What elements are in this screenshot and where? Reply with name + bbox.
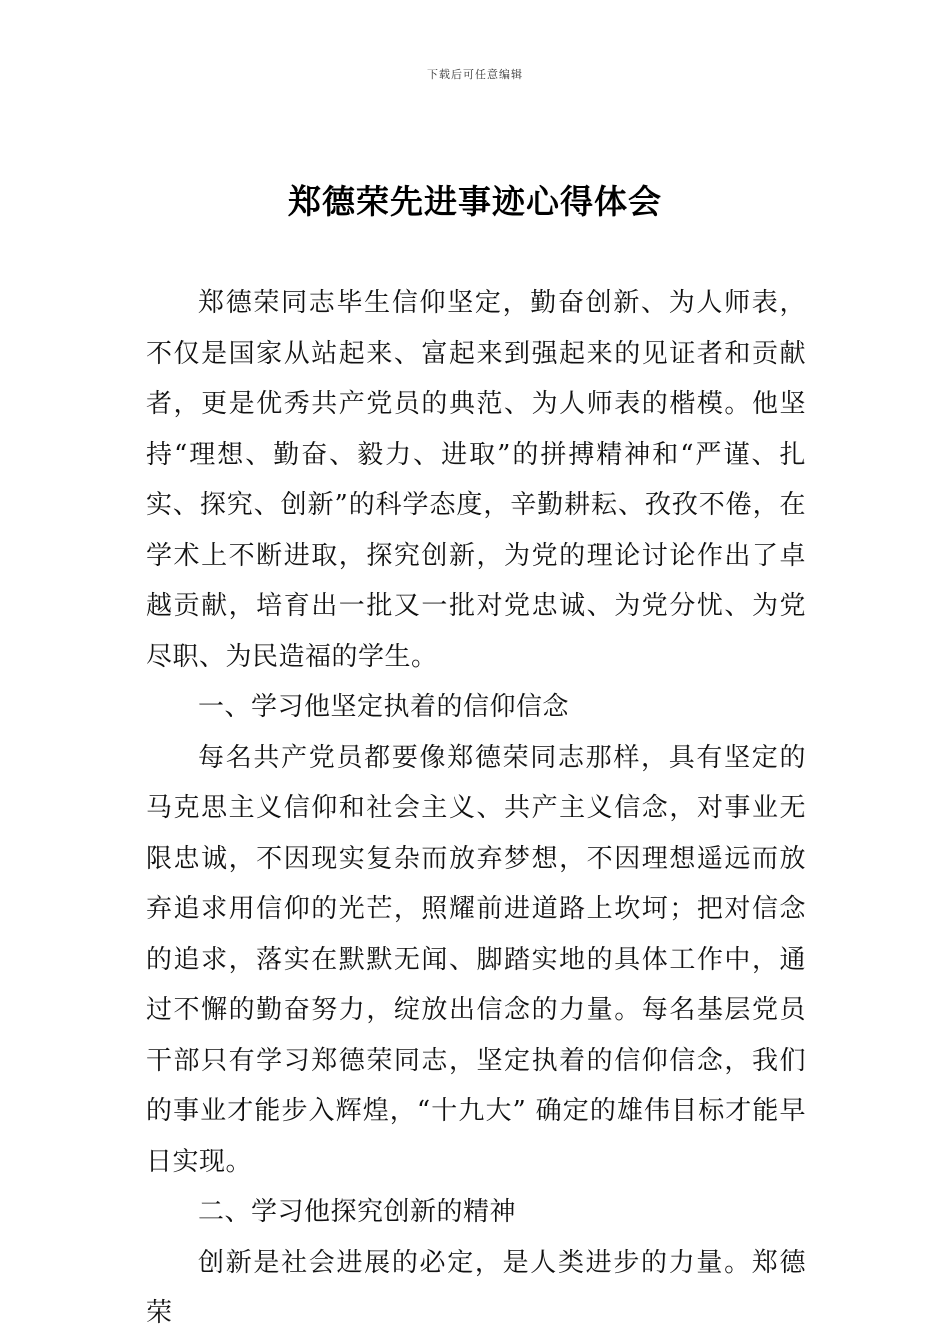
paragraph-section-2: 创新是社会进展的必定，是人类进步的力量。郑德荣	[146, 1247, 806, 1328]
document-title: 郑德荣先进事迹心得体会	[288, 182, 662, 221]
paragraph-section-1: 每名共产党员都要像郑德荣同志那样，具有坚定的马克思主义信仰和社会主义、共产主义信念，对事业无限忠诚，不因现实复杂而放弃梦想，不因理想遥远而放弃追求用信仰的光芒，照耀前进道路上坎坷；把对信念的追求，落实在默默无闻、脚踏实地的具体工作中，通过不懈的勤奋努力，绽放出信念的力量。每名基层党员干部只有学习郑德荣同志，坚定执着的信仰信念，我们的事业才能步入辉煌，“十九大” 确定的雄伟目标才能早日实现。	[146, 742, 806, 1177]
document-body	[146, 278, 806, 1339]
header-note: 下载后可任意编辑	[427, 68, 523, 81]
section-heading-1: 一、学习他坚定执着的信仰信念	[198, 692, 570, 722]
paragraph-intro: 郑德荣同志毕生信仰坚定，勤奋创新、为人师表，不仅是国家从站起来、富起来到强起来的见证者和贡献者，更是优秀共产党员的典范、为人师表的楷模。他坚持“理想、勤奋、毅力、进取”的拼搏精神和“严谨、扎实、探究、创新”的科学态度，辛勤耕耘、孜孜不倦，在学术上不断进取，探究创新，为党的理论讨论作出了卓越贡献，培育出一批又一批对党忠诚、为党分忧、为党尽职、为民造福的学生。	[146, 288, 806, 672]
section-heading-2: 二、学习他探究创新的精神	[198, 1197, 517, 1227]
